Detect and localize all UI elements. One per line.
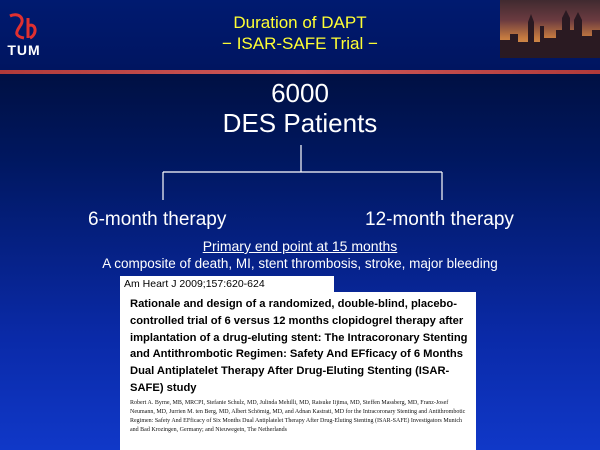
- patient-population: DES Patients: [222, 108, 378, 138]
- title-line-1: Duration of DAPT: [233, 13, 367, 32]
- primary-endpoint: Primary end point at 15 months: [202, 238, 398, 254]
- randomization-diagram: [0, 0, 600, 210]
- paper-excerpt: [120, 292, 476, 450]
- journal-citation: Am Heart J 2009;157:620-624: [120, 276, 334, 292]
- title-line-2: − ISAR-SAFE Trial −: [222, 34, 378, 53]
- arm-6-month: 6-month therapy: [88, 209, 227, 230]
- patient-count: 6000: [271, 78, 329, 108]
- arm-12-month: 12-month therapy: [365, 209, 514, 230]
- paper-title: Rationale and design of a randomized, double-blind, placebo-controlled trial of 6 versus 12 months clopidogrel therapy after implantation of a drug-eluting stent: The Intracoronary Stenting and Antithrombotic Regimen: Safety And EFficacy of 6 Months Dual Antiplatelet Therapy After Drug-Eluting Stenting (ISAR-SAFE) study: [130, 298, 468, 394]
- composite-endpoint: A composite of death, MI, stent thrombosis, stroke, major bleeding: [102, 256, 498, 271]
- paper-authors: Robert A. Byrne, MB, MRCPI, Stefanie Schulz, MD, Julinda Mehilli, MD, Raisuke Iijima, MD, Steffen Massberg, MD, Franz-Josef Neumann, MD, Jurrien M. ten Berg, MD, Albert Schömig, MD, and Adnan Kastrati, MD for the Intracoronary Stenting and Antithrombotic Regimen: Safety And EFficacy of Six Months Dual Antiplatelet Therapy After Drug-Eluting Stenting (ISAR-SAFE) Investigators Munich and Bad Krozingen, Germany; and Nieuwegein, The Netherlands: [130, 399, 466, 433]
- tum-logo-text: TUM: [7, 42, 41, 58]
